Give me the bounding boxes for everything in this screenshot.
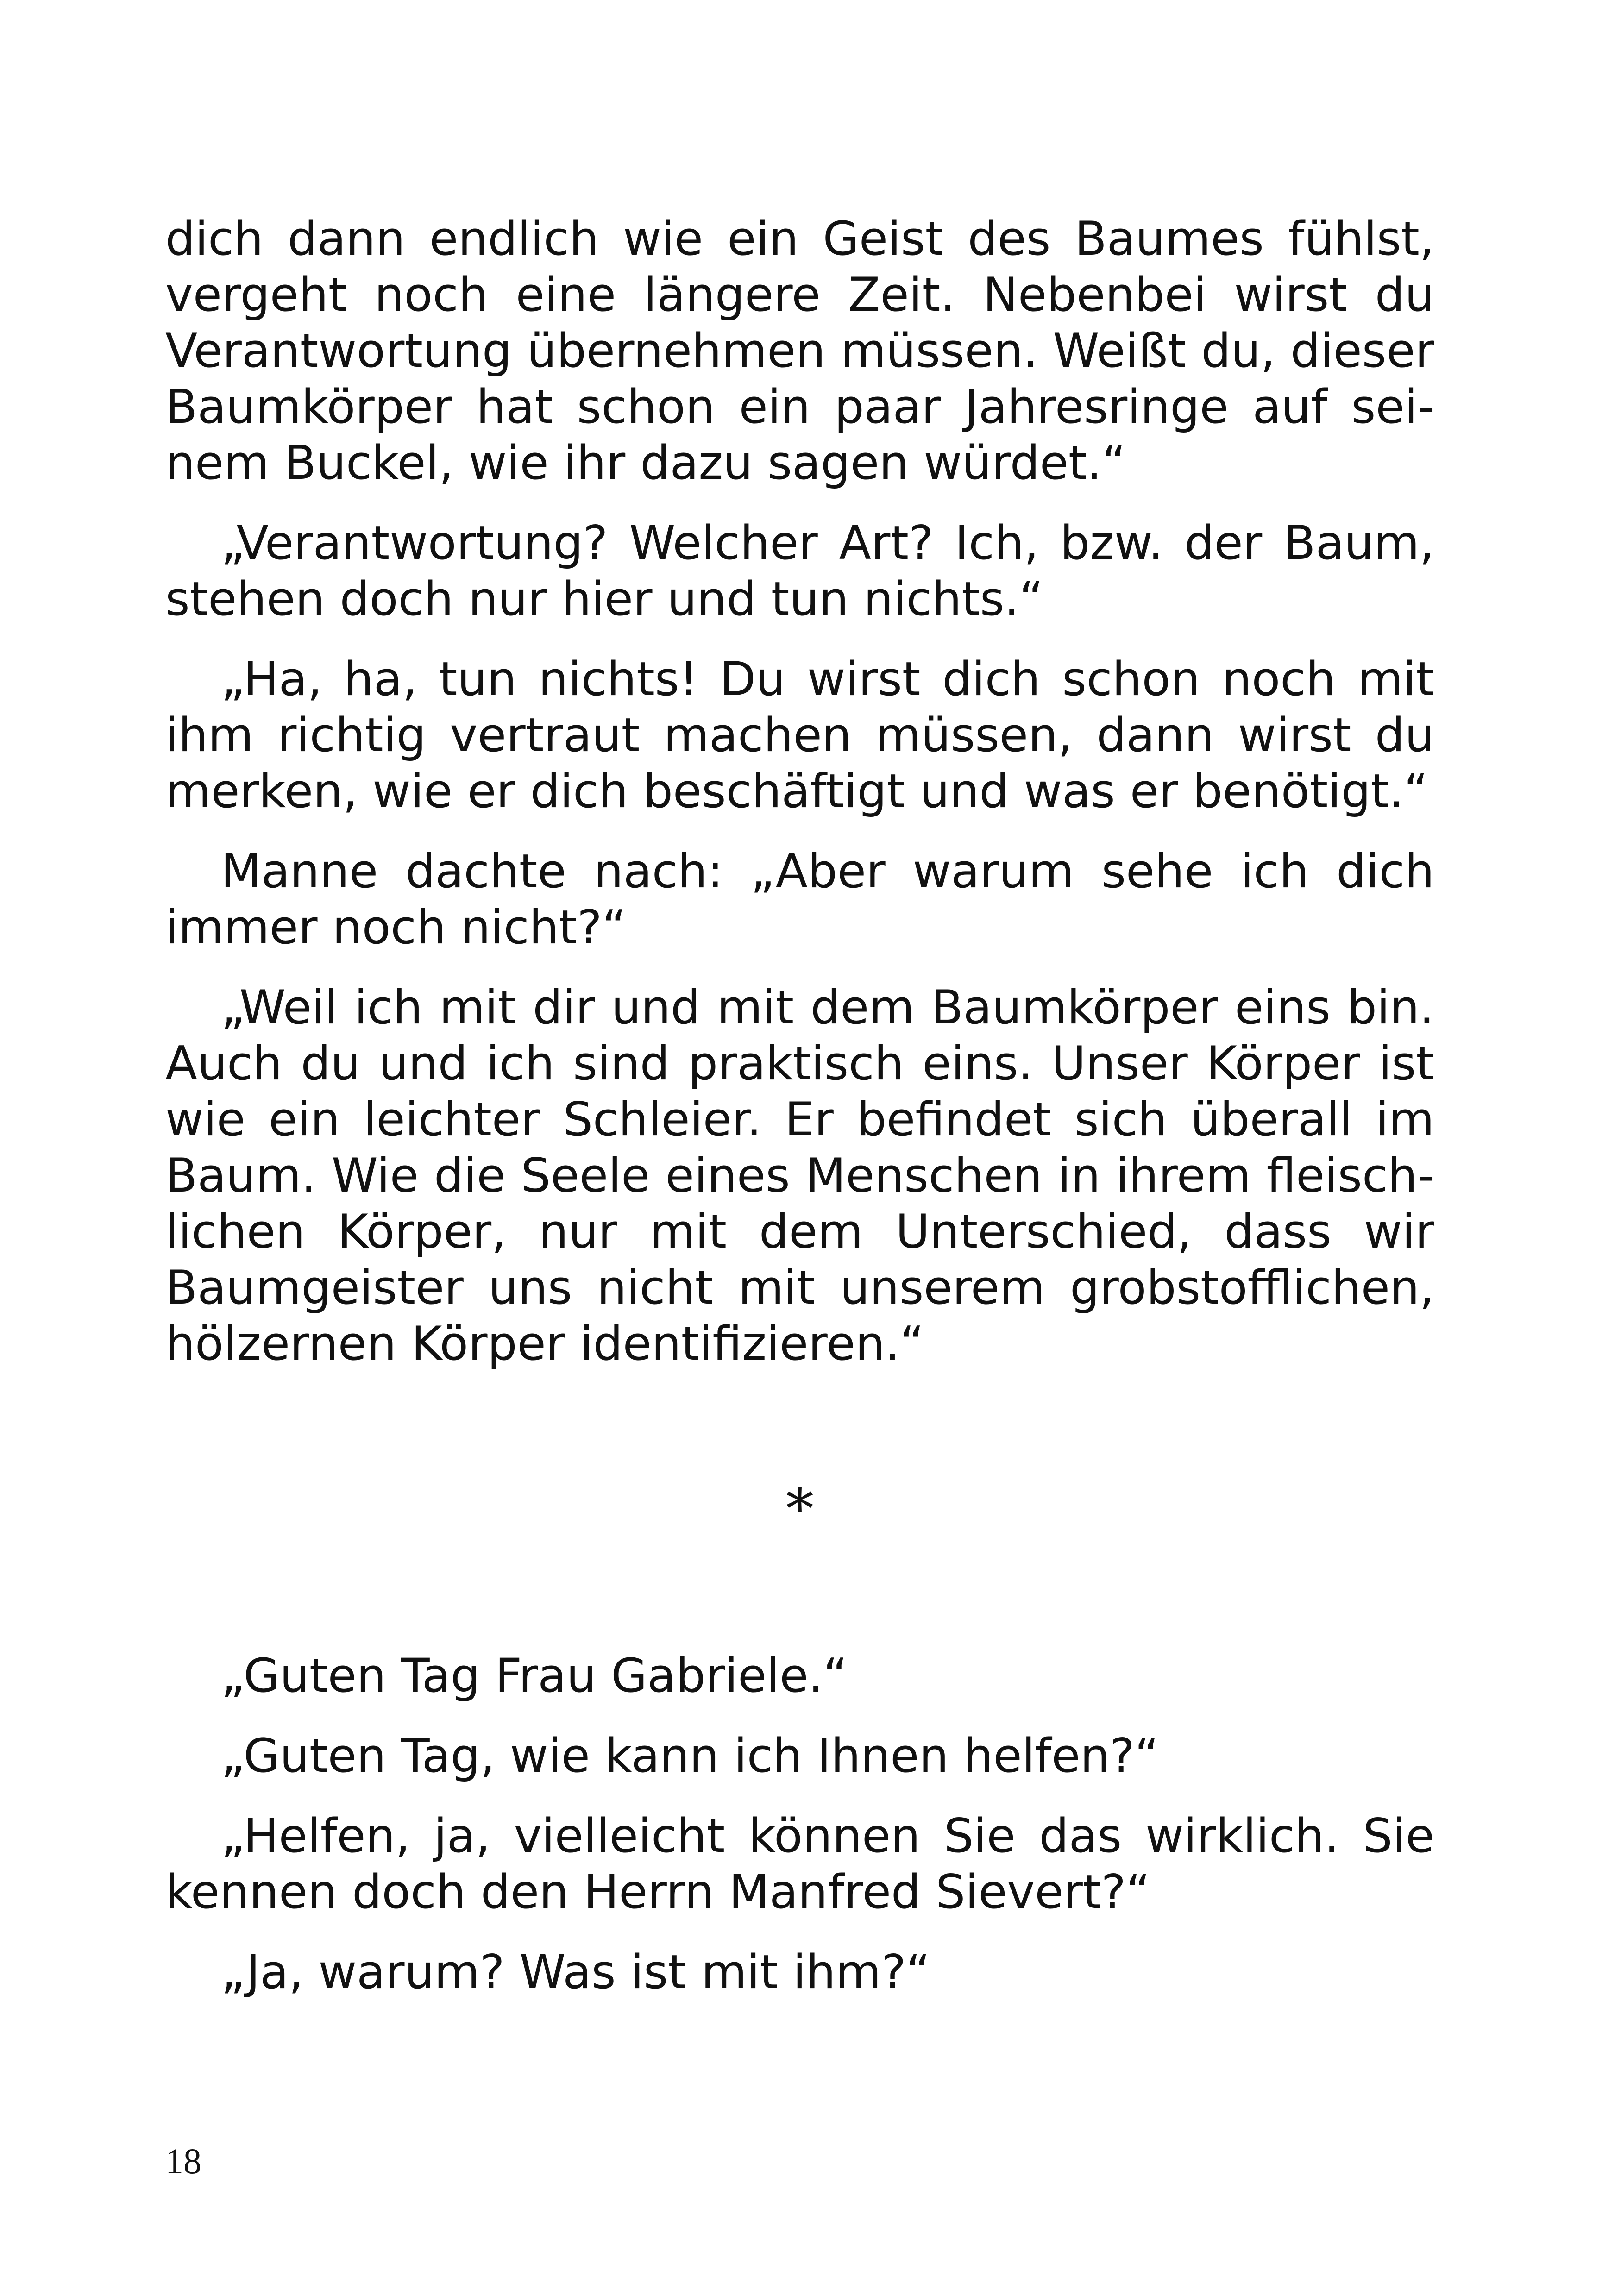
paragraph-dialogue: „Helfen, ja, vielleicht können Sie das wirklich. Sie kennen doch den Herrn Manfred Sievert?“ <box>165 1808 1434 1919</box>
paragraph-continuation: dich dann endlich wie ein Geist des Baumes fühlst, vergeht noch eine längere Zeit. Nebenbei wirst du Verantwortung übernehmen müssen. Weißt du, dieser Baumkörper hat schon ein paar Jahresringe auf seinem Buckel, wie ihr dazu sagen würdet.“ <box>165 211 1434 490</box>
section-separator: * <box>786 1477 814 1542</box>
paragraph-dialogue: „Guten Tag Frau Gabriele.“ <box>221 1648 848 1703</box>
paragraph-dialogue: „Verantwortung? Welcher Art? Ich, bzw. der Baum, stehen doch nur hier und tun nichts.“ <box>165 515 1434 626</box>
text-section-top <box>165 211 1434 1396</box>
paragraph-dialogue: „Ha, ha, tun nichts! Du wirst dich schon noch mit ihm richtig vertraut machen müssen, dann wirst du merken, wie er dich beschäftigt und was er benötigt.“ <box>165 652 1434 818</box>
page-number: 18 <box>165 2141 201 2181</box>
paragraph-dialogue: „Ja, warum? Was ist mit ihm?“ <box>221 1945 930 1999</box>
paragraph-narration: Manne dachte nach: „Aber warum sehe ich dich immer noch nicht?“ <box>165 844 1434 954</box>
text-section-bottom <box>165 1648 1434 2024</box>
paragraph-dialogue: „Guten Tag, wie kann ich Ihnen helfen?“ <box>221 1728 1159 1783</box>
paragraph-dialogue: „Weil ich mit dir und mit dem Baumkörper eins bin. Auch du und ich sind praktisch eins. Unser Körper ist wie ein leichter Schleier. Er befindet sich überall im Baum. Wie die Seele eines Menschen in ihrem fleischlichen Körper, nur mit dem Unterschied, dass wir Baumgeister uns nicht mit unserem grobstofflichen, hölzernen Körper identifizieren.“ <box>165 980 1434 1371</box>
